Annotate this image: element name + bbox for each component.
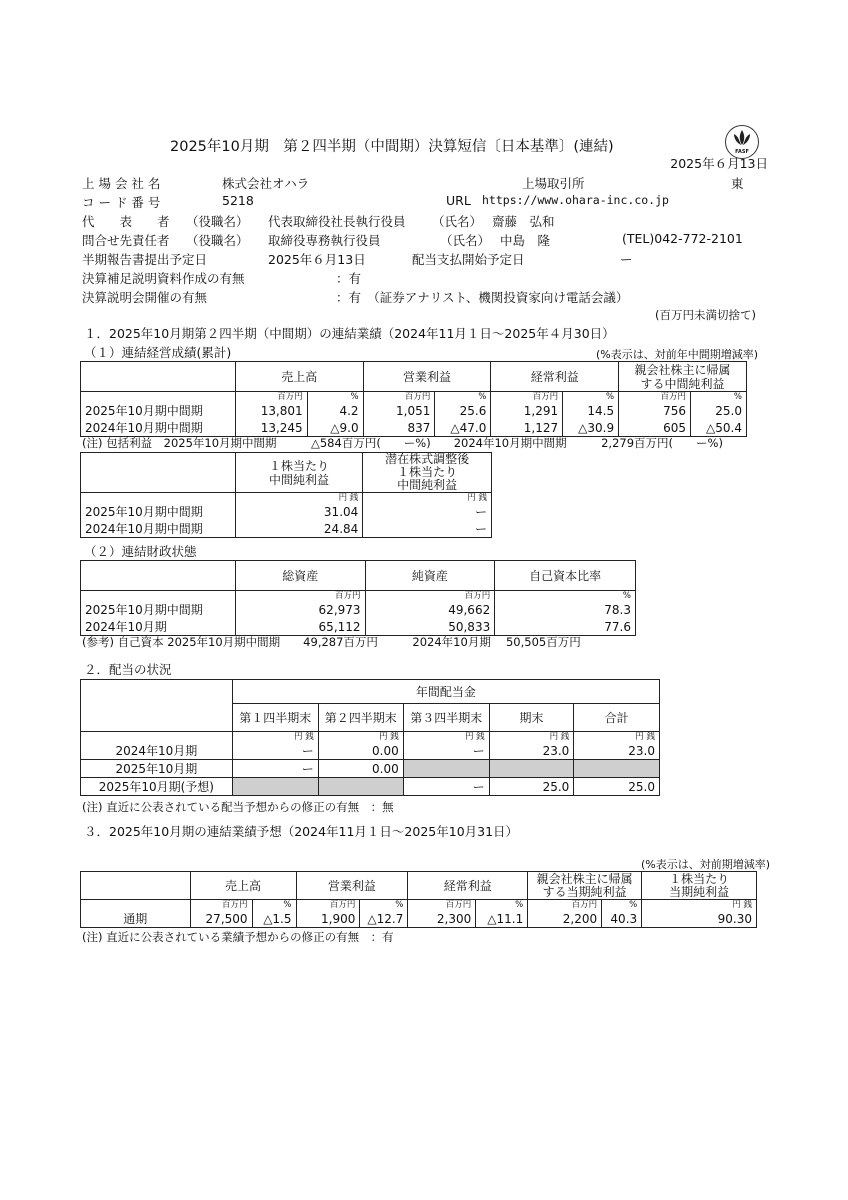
cell: 13,801	[235, 402, 307, 419]
hdr-fc-eps-1: １株当たり	[669, 871, 730, 886]
cell: ー	[232, 742, 318, 760]
hdr-eps	[235, 453, 363, 493]
hdr-eps-1: １株当たり	[269, 458, 330, 473]
row-label: 2024年10月期中間期	[81, 419, 236, 437]
row-label: 2025年10月期中間期	[81, 601, 236, 618]
cell-shaded	[574, 760, 660, 778]
cell-shaded	[318, 778, 403, 796]
unit: %	[307, 392, 363, 403]
hdr-q2: 第２四半期末	[318, 704, 403, 732]
cell: 25.0	[574, 778, 660, 796]
cell: 4.2	[307, 402, 363, 419]
cell-shaded	[232, 778, 318, 796]
exchange-value: 東	[731, 176, 744, 191]
table-row	[81, 601, 636, 618]
table-row	[81, 742, 660, 760]
table-row	[81, 618, 636, 636]
hdr-fc-eps	[642, 872, 757, 900]
cell: △30.9	[563, 419, 619, 437]
cell: 23.0	[489, 742, 574, 760]
section2-title: ２．配当の状況	[84, 662, 172, 677]
hdr-sales: 売上高	[235, 362, 363, 392]
forecast-table	[80, 871, 757, 928]
table-row	[81, 910, 757, 928]
cell: △9.0	[307, 419, 363, 437]
section1-sub1: （１）連結経営成績(累計)	[84, 345, 232, 360]
financial-table	[80, 560, 636, 636]
contact-name-label: （氏名）	[440, 233, 491, 248]
section1-pct-note: (%表示は、対前年中間期増減率)	[595, 348, 758, 361]
comprehensive-income-note: (注) 包括利益 2025年10月期中間期 △584百万円( ー%) 2024年10月期中間期 2,279百万円( ー%)	[82, 436, 723, 450]
hdr-q3: 第３四半期末	[403, 704, 489, 732]
eps-corner	[81, 453, 236, 493]
logo-text: FASF	[735, 149, 749, 155]
exchange-label: 上場取引所	[522, 176, 585, 191]
row-label: 2024年10月期	[81, 618, 236, 636]
meeting-label: 決算説明会開催の有無	[82, 290, 208, 305]
div-corner	[81, 680, 233, 732]
cell: 78.3	[495, 601, 636, 618]
row-label: 2024年10月期	[81, 742, 233, 760]
hdr-ord-income: 経常利益	[491, 362, 619, 392]
unit: 円 銭	[318, 732, 403, 743]
code-value: 5218	[222, 193, 254, 208]
fin-unit-label	[81, 591, 236, 602]
dividend-date-value: ー	[620, 252, 633, 267]
cell: △50.4	[690, 419, 746, 437]
unit: 百万円	[235, 392, 307, 403]
hdr-equity-ratio: 自己資本比率	[495, 561, 636, 591]
unit: %	[690, 392, 746, 403]
unit: %	[563, 392, 619, 403]
hdr-fc-net-2: する当期純利益	[542, 884, 627, 899]
cell: △1.5	[252, 910, 296, 928]
cell: 27,500	[190, 910, 252, 928]
unit: %	[602, 900, 642, 911]
unit: 円 銭	[363, 493, 492, 504]
unit: 百万円	[235, 591, 365, 602]
hdr-deps-3: 中間純利益	[397, 478, 458, 492]
cell: 25.0	[489, 778, 574, 796]
report-date-label: 半期報告書提出予定日	[82, 252, 208, 267]
cell: ー	[363, 520, 492, 538]
results-corner	[81, 362, 236, 392]
unit: %	[495, 591, 636, 602]
fin-corner	[81, 561, 236, 591]
unit: 百万円	[365, 591, 495, 602]
unit: 百万円	[491, 392, 563, 403]
cell: 1,051	[363, 402, 435, 419]
rounding-note: (百万円未満切捨て)	[655, 308, 756, 322]
row-label: 2025年10月期中間期	[81, 402, 236, 419]
unit: %	[252, 900, 296, 911]
cell-shaded	[489, 760, 574, 778]
cell: ー	[232, 760, 318, 778]
unit: %	[360, 900, 408, 911]
table-row	[81, 520, 492, 538]
url-link[interactable]: https://www.ohara-inc.co.jp	[482, 193, 669, 207]
cell: 0.00	[318, 742, 403, 760]
unit: 百万円	[296, 900, 360, 911]
section1-title: １．2025年10月期第２四半期（中間期）の連結業績（2024年11月１日～2025年４月30日）	[84, 326, 615, 341]
cell: 2,300	[408, 910, 476, 928]
cell: 1,291	[491, 402, 563, 419]
cell: 40.3	[602, 910, 642, 928]
section1-sub2: （２）連結財政状態	[84, 544, 197, 559]
cell: 23.0	[574, 742, 660, 760]
leaf-icon	[729, 129, 755, 147]
hdr-total: 合計	[574, 704, 660, 732]
table-row	[81, 760, 660, 778]
cell: 50,833	[365, 618, 495, 636]
section3-pct-note: (%表示は、対前期増減率)	[640, 858, 770, 871]
hdr-deps-2: １株当たり	[397, 465, 458, 479]
cell: △11.1	[476, 910, 528, 928]
unit: %	[435, 392, 491, 403]
unit: 円 銭	[489, 732, 574, 743]
rep-name-label: （氏名）	[432, 214, 483, 229]
hdr-net-income-1: 親会社株主に帰属	[634, 362, 731, 377]
hdr-fc-eps-2: 当期純利益	[669, 884, 730, 899]
hdr-eps-2: 中間純利益	[269, 472, 330, 487]
cell: △47.0	[435, 419, 491, 437]
company-name: 株式会社オハラ	[222, 176, 310, 191]
hdr-fc-op-income: 営業利益	[296, 872, 408, 900]
cell: 837	[363, 419, 435, 437]
cell: 65,112	[235, 618, 365, 636]
section3-title: ３．2025年10月期の連結業績予想（2024年11月１日～2025年10月31日）	[84, 824, 519, 839]
cell: 0.00	[318, 760, 403, 778]
hdr-fc-sales: 売上高	[190, 872, 296, 900]
unit: 百万円	[408, 900, 476, 911]
hdr-net-income-2: する中間純利益	[640, 376, 725, 391]
cell: 13,245	[235, 419, 307, 437]
company-label: 上 場 会 社 名	[82, 176, 161, 191]
cell: 25.6	[435, 402, 491, 419]
contact-role-label: （役職名）	[186, 233, 249, 248]
dividend-date-label: 配当支払開始予定日	[412, 252, 525, 267]
table-row	[81, 419, 747, 437]
contact-tel: (TEL)042-772-2101	[622, 231, 743, 246]
cell: ー	[403, 778, 489, 796]
hdr-fc-net-income	[528, 872, 642, 900]
page-title: 2025年10月期 第２四半期（中間期）決算短信〔日本基準〕(連結)	[170, 139, 614, 155]
hdr-diluted-eps	[363, 453, 492, 493]
row-label: 2025年10月期(予想)	[81, 778, 233, 796]
hdr-net-assets: 純資産	[365, 561, 495, 591]
dividend-note: (注) 直近に公表されている配当予想からの修正の有無 ：無	[82, 800, 394, 814]
table-row	[81, 402, 747, 419]
hdr-year-end: 期末	[489, 704, 574, 732]
unit: 円 銭	[642, 900, 757, 911]
cell: 31.04	[235, 503, 363, 520]
hdr-fc-net-1: 親会社株主に帰属	[536, 871, 633, 886]
equity-note: (参考) 自己資本 2025年10月期中間期 49,287百万円 2024年10月期 50,505百万円	[82, 635, 581, 649]
report-date-value: 2025年６月13日	[268, 252, 366, 267]
cell: 14.5	[563, 402, 619, 419]
rep-name: 齋藤 弘和	[492, 214, 555, 229]
row-label: 通期	[81, 910, 191, 928]
unit-row-label	[81, 392, 236, 403]
div-unit-label	[81, 732, 233, 743]
cell: 77.6	[495, 618, 636, 636]
contact-name: 中島 隆	[500, 233, 551, 248]
report-date: 2025年６月13日	[670, 156, 768, 171]
eps-unit-label	[81, 493, 236, 504]
cell: 24.84	[235, 520, 363, 538]
code-label: コ ー ド 番 号	[82, 195, 161, 210]
cell: 49,662	[365, 601, 495, 618]
dividend-table	[80, 679, 660, 796]
row-label: 2024年10月期中間期	[81, 520, 236, 538]
url-label: URL	[446, 193, 471, 208]
unit: 百万円	[363, 392, 435, 403]
table-row	[81, 503, 492, 520]
hdr-total-assets: 総資産	[235, 561, 365, 591]
supp-label: 決算補足説明資料作成の有無	[82, 271, 245, 286]
cell: 2,200	[528, 910, 602, 928]
cell: 62,973	[235, 601, 365, 618]
cell: 756	[619, 402, 691, 419]
supp-value: ：有	[336, 271, 362, 286]
cell: ー	[403, 742, 489, 760]
cell-shaded	[403, 760, 489, 778]
cell: 1,127	[491, 419, 563, 437]
rep-role-label: （役職名）	[186, 214, 249, 229]
contact-role: 取締役専務執行役員	[268, 233, 381, 248]
hdr-annual-dividend: 年間配当金	[232, 680, 659, 704]
meeting-value: ：有 （証券アナリスト、機関投資家向け電話会議）	[336, 290, 629, 305]
results-table	[80, 361, 747, 437]
hdr-deps-1: 潜在株式調整後	[385, 452, 470, 466]
unit: 円 銭	[403, 732, 489, 743]
row-label: 2025年10月期中間期	[81, 503, 236, 520]
forecast-note: (注) 直近に公表されている業績予想からの修正の有無 ：有	[82, 930, 394, 944]
table-row	[81, 778, 660, 796]
fc-unit-label	[81, 900, 191, 911]
unit: 百万円	[528, 900, 602, 911]
contact-label: 問合せ先責任者	[82, 233, 170, 248]
rep-role: 代表取締役社長執行役員	[268, 214, 406, 229]
cell: ー	[363, 503, 492, 520]
cell: △12.7	[360, 910, 408, 928]
unit: 百万円	[190, 900, 252, 911]
eps-table	[80, 452, 492, 538]
unit: 円 銭	[235, 493, 363, 504]
cell: 90.30	[642, 910, 757, 928]
unit: 円 銭	[232, 732, 318, 743]
fc-corner	[81, 872, 191, 900]
unit: 百万円	[619, 392, 691, 403]
hdr-q1: 第１四半期末	[232, 704, 318, 732]
cell: 1,900	[296, 910, 360, 928]
unit: 円 銭	[574, 732, 660, 743]
cell: 25.0	[690, 402, 746, 419]
row-label: 2025年10月期	[81, 760, 233, 778]
hdr-net-income	[619, 362, 747, 392]
unit: %	[476, 900, 528, 911]
cell: 605	[619, 419, 691, 437]
rep-label: 代 表 者	[82, 214, 170, 229]
hdr-fc-ord-income: 経常利益	[408, 872, 528, 900]
hdr-op-income: 営業利益	[363, 362, 491, 392]
